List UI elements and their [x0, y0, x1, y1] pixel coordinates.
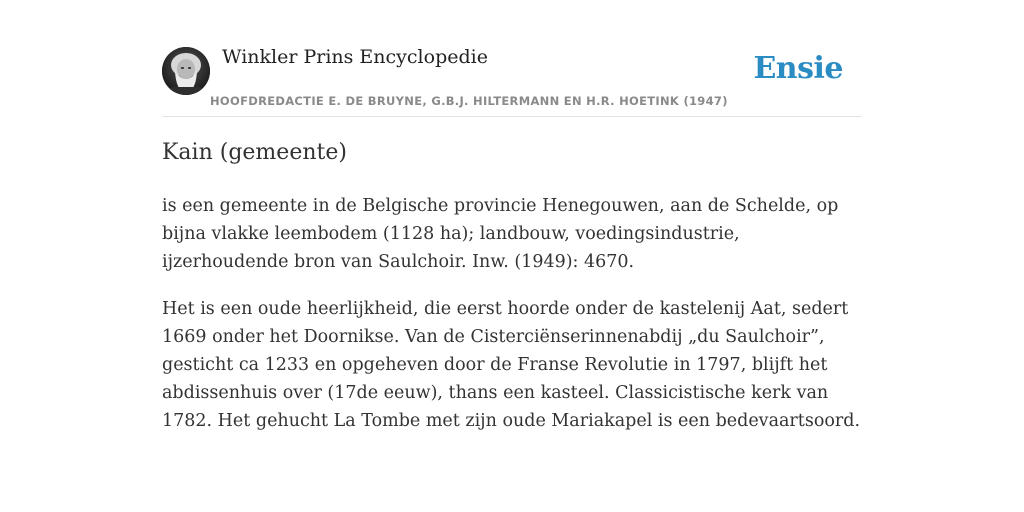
- entry-paragraph: is een gemeente in de Belgische provincie Henegouwen, aan de Schelde, op bijna vlakke leembodem (1128 ha); landbouw, voedingsindustrie, ijzerhoudende bron van Saulchoir. Inw. (1949): 4670.: [162, 196, 839, 272]
- entry-body: [162, 192, 862, 454]
- page: [162, 0, 862, 431]
- brand-logo-link[interactable]: Ensie: [753, 51, 843, 86]
- entry-paragraph: Het is een oude heerlijkheid, die eerst hoorde onder de kastelenij Aat, sedert 1669 onder het Doornikse. Van de Cisterciënserinnenabdij „du Saulchoir”, gesticht ca 1233 en opgeheven door de Franse Revolutie in 1797, blijft het abdissenhuis over (17de eeuw), thans een kasteel. Classicistische kerk van 1782. Het gehucht La Tombe met zijn oude Mariakapel is een bedevaartsoord.: [162, 299, 861, 431]
- portrait-photo-icon: [162, 47, 210, 95]
- site-title[interactable]: Winkler Prins Encyclopedie: [222, 46, 488, 68]
- site-header: [162, 0, 862, 117]
- editorial-credit: HOOFDREDACTIE E. DE BRUYNE, G.B.J. HILTERMANN EN H.R. HOETINK (1947): [210, 94, 728, 108]
- entry-title: Kain (gemeente): [162, 140, 347, 165]
